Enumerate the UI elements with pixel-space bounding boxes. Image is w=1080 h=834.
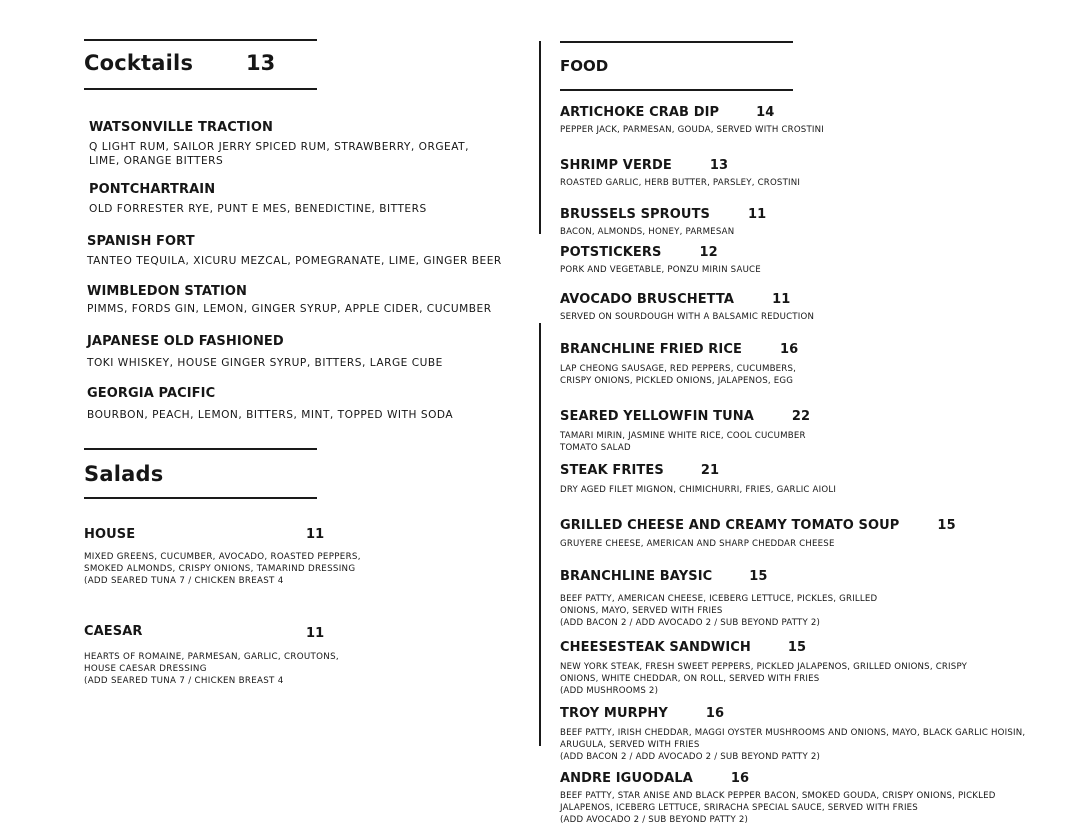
cocktail-item (87, 386, 453, 423)
food-title: FOOD (560, 57, 609, 75)
cocktail-name: SPANISH FORT (87, 234, 195, 249)
food-price: 16 (705, 706, 725, 721)
food-name: AVOCADO BRUSCHETTA (560, 292, 735, 307)
food-description: NEW YORK STEAK, FRESH SWEET PEPPERS, PICKLED JALAPENOS, GRILLED ONIONS, CRISPY ONIONS, WHITE CHEDDAR, ON ROLL, SERVED WITH FRIES (ADD MUSHROOMS 2) (560, 662, 968, 696)
food-name: TROY MURPHY (560, 706, 668, 721)
cocktail-item (87, 284, 492, 317)
salad-name: HOUSE (84, 527, 136, 542)
food-name: ARTICHOKE CRAB DIP (560, 105, 720, 120)
food-item (560, 105, 824, 136)
cocktail-name: WATSONVILLE TRACTION (89, 120, 273, 135)
food-description: BEEF PATTY, AMERICAN CHEESE, ICEBERG LETTUCE, PICKLES, GRILLED ONIONS, MAYO, SERVED WITH FRIES (ADD BACON 2 / ADD AVOCADO 2 / SUB BEYOND PATTY 2) (560, 594, 878, 628)
cocktail-item (89, 182, 427, 217)
cocktail-description: TANTEO TEQUILA, XICURU MEZCAL, POMEGRANATE, LIME, GINGER BEER (87, 255, 502, 267)
food-description: BEEF PATTY, STAR ANISE AND BLACK PEPPER BACON, SMOKED GOUDA, CRISPY ONIONS, PICKLED JALAPENOS, ICEBERG LETTUCE, SRIRACHA SPECIAL SAUCE, SERVED WITH FRIES (ADD AVOCADO 2 / SUB BEYOND PATTY 2) (560, 791, 996, 825)
food-description: LAP CHEONG SAUSAGE, RED PEPPERS, CUCUMBERS, CRISPY ONIONS, PICKLED ONIONS, JALAPENOS, EGG (560, 364, 797, 386)
food-item (560, 463, 836, 496)
food-item (560, 207, 766, 238)
food-description: GRUYERE CHEESE, AMERICAN AND SHARP CHEDDAR CHEESE (560, 539, 835, 549)
cocktails-top-rule (84, 39, 317, 41)
food-name: GRILLED CHEESE AND CREAMY TOMATO SOUP (560, 518, 900, 533)
cocktail-name: PONTCHARTRAIN (89, 182, 216, 197)
food-item (560, 245, 761, 276)
food-name: ANDRE IGUODALA (560, 771, 693, 786)
food-name: SHRIMP VERDE (560, 158, 672, 173)
food-name: SEARED YELLOWFIN TUNA (560, 409, 754, 424)
food-price: 22 (791, 409, 811, 424)
food-description: ROASTED GARLIC, HERB BUTTER, PARSLEY, CROSTINI (560, 178, 801, 188)
food-item (560, 409, 810, 454)
food-name: BRUSSELS SPROUTS (560, 207, 711, 222)
food-price: 16 (779, 342, 799, 357)
cocktail-item (87, 234, 502, 269)
food-price: 13 (709, 158, 729, 173)
cocktail-description: OLD FORRESTER RYE, PUNT E MES, BENEDICTINE, BITTERS (89, 203, 427, 215)
food-item (560, 342, 798, 387)
salads-bottom-rule (84, 497, 317, 499)
food-price: 12 (699, 245, 718, 260)
food-description: PORK AND VEGETABLE, PONZU MIRIN SAUCE (560, 265, 761, 275)
food-description: PEPPER JACK, PARMESAN, GOUDA, SERVED WITH CROSTINI (560, 125, 825, 135)
food-price: 15 (749, 569, 768, 584)
food-description: SERVED ON SOURDOUGH WITH A BALSAMIC REDUCTION (560, 312, 815, 322)
food-item (560, 640, 1046, 697)
salad-description: MIXED GREENS, CUCUMBER, AVOCADO, ROASTED PEPPERS, SMOKED ALMONDS, CRISPY ONIONS, TAMARIND DRESSING (ADD SEARED TUNA 7 / CHICKEN BREAST 4 (84, 552, 361, 586)
salad-description: HEARTS OF ROMAINE, PARMESAN, GARLIC, CROUTONS, HOUSE CAESAR DRESSING (ADD SEARED TUNA 7 / CHICKEN BREAST 4 (84, 652, 339, 686)
food-price: 11 (748, 207, 767, 222)
food-price: 14 (756, 105, 775, 120)
food-item (560, 292, 814, 323)
cocktail-item (89, 120, 469, 168)
column-divider-upper (539, 41, 541, 234)
food-name: CHEESESTEAK SANDWICH (560, 640, 751, 655)
food-name: STEAK FRITES (560, 463, 664, 478)
salad-item (84, 527, 361, 587)
salads-top-rule (84, 448, 317, 450)
food-price: 16 (730, 771, 750, 786)
food-description: DRY AGED FILET MIGNON, CHIMICHURRI, FRIES, GARLIC AIOLI (560, 485, 837, 495)
cocktail-description: Q LIGHT RUM, SAILOR JERRY SPICED RUM, STRAWBERRY, ORGEAT, LIME, ORANGE BITTERS (89, 141, 470, 167)
cocktails-bottom-rule (84, 88, 317, 90)
cocktail-item (87, 334, 443, 371)
salad-price: 11 (306, 626, 325, 641)
food-name: BRANCHLINE BAYSIC (560, 569, 713, 584)
food-description: TAMARI MIRIN, JASMINE WHITE RICE, COOL CUCUMBER TOMATO SALAD (560, 431, 806, 453)
cocktail-name: GEORGIA PACIFIC (87, 386, 216, 401)
food-price: 15 (787, 640, 807, 655)
salad-name: CAESAR (84, 624, 143, 639)
food-item (560, 518, 956, 550)
food-description: BACON, ALMONDS, HONEY, PARMESAN (560, 227, 735, 237)
salads-title: Salads (84, 462, 164, 486)
food-item (560, 706, 1046, 763)
cocktail-description: BOURBON, PEACH, LEMON, BITTERS, MINT, TOPPED WITH SODA (87, 409, 454, 421)
cocktail-name: JAPANESE OLD FASHIONED (87, 334, 284, 349)
food-price: 21 (700, 463, 720, 478)
salad-item (84, 624, 339, 687)
food-item (560, 771, 1046, 826)
food-name: POTSTICKERS (560, 245, 662, 260)
food-name: BRANCHLINE FRIED RICE (560, 342, 742, 357)
food-item (560, 569, 877, 629)
food-bottom-rule (560, 89, 793, 91)
food-price: 15 (937, 518, 956, 533)
cocktail-description: TOKI WHISKEY, HOUSE GINGER SYRUP, BITTERS, LARGE CUBE (87, 357, 443, 369)
food-top-rule (560, 41, 793, 43)
food-item (560, 158, 800, 189)
cocktails-title: Cocktails (84, 51, 194, 75)
salad-price: 11 (306, 527, 325, 542)
cocktail-name: WIMBLEDON STATION (87, 284, 248, 299)
column-divider-lower (539, 323, 541, 746)
cocktails-price: 13 (246, 51, 276, 75)
food-description: BEEF PATTY, IRISH CHEDDAR, MAGGI OYSTER MUSHROOMS AND ONIONS, MAYO, BLACK GARLIC HOISIN, ARUGULA, SERVED WITH FRIES (ADD BACON 2 / ADD AVOCADO 2 / SUB BEYOND PATTY 2) (560, 728, 1026, 762)
food-price: 11 (772, 292, 791, 307)
cocktail-description: PIMMS, FORDS GIN, LEMON, GINGER SYRUP, APPLE CIDER, CUCUMBER (87, 303, 492, 315)
